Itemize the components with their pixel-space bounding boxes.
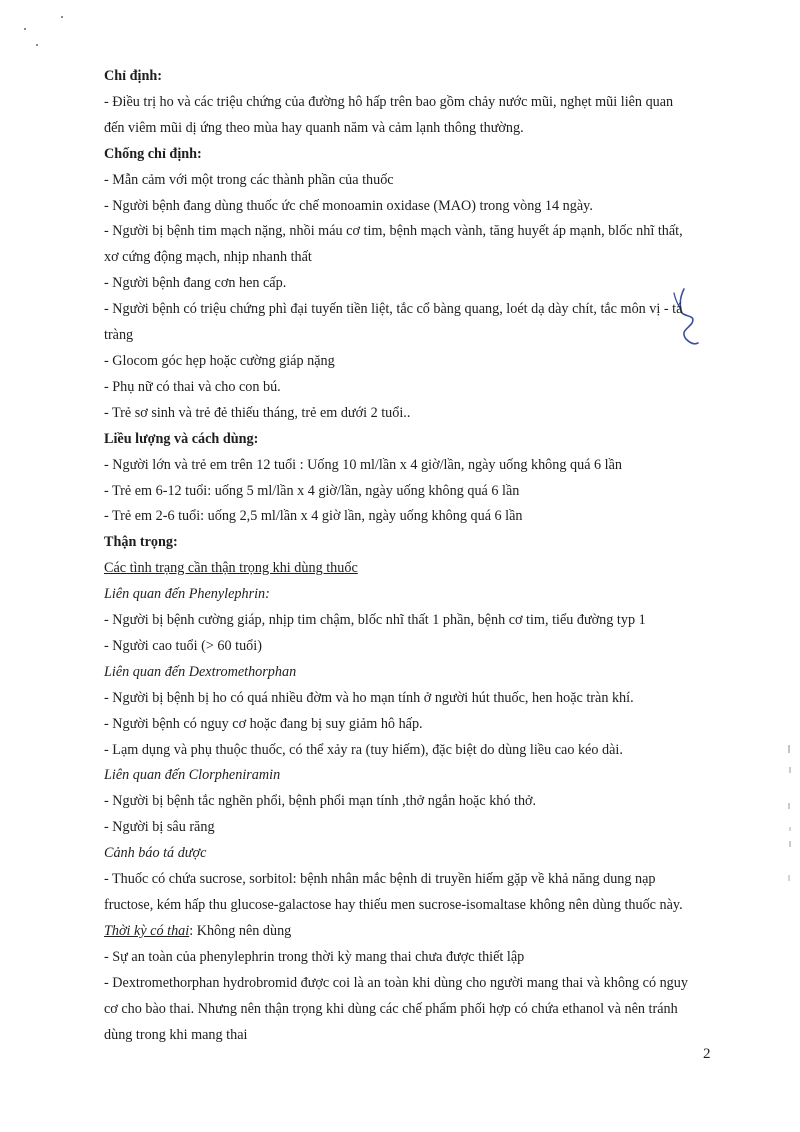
excipient-warning-label: Cảnh báo tá dược [104, 845, 207, 862]
contraindications-line: - Mẫn cảm với một trong các thành phần của thuốc [104, 171, 394, 188]
dextromethorphan-line: - Người bệnh có nguy cơ hoặc đang bị suy giảm hô hấp. [104, 715, 423, 732]
pregnancy-line: dùng trong khi mang thai [104, 1026, 248, 1043]
clorpheniramin-line: - Người bị sâu răng [104, 819, 215, 836]
page-number: 2 [703, 1046, 711, 1062]
scan-speck [24, 28, 26, 30]
phenylephrin-line: - Người bị bệnh cường giáp, nhịp tim chậm, blốc nhĩ thất 1 phần, bệnh cơ tim, tiểu đường typ 1 [104, 612, 646, 629]
pregnancy-label: Thời kỳ có thai [104, 922, 190, 939]
contraindications-line: - Người bệnh có triệu chứng phì đại tuyến tiền liệt, tắc cổ bàng quang, loét dạ dày chít, tắc môn vị - tá [104, 301, 683, 318]
excipient-warning-line: fructose, kém hấp thu glucose-galactose hay thiếu men sucrose-isomaltase không nên dùng thuốc này. [104, 897, 683, 913]
contraindications-line: - Glocom góc hẹp hoặc cường giáp nặng [104, 352, 335, 369]
pregnancy-line: - Sự an toàn của phenylephrin trong thời kỳ mang thai chưa được thiết lập [104, 948, 525, 965]
contraindications-line: xơ cứng động mạch, nhịp nhanh thất [104, 249, 312, 266]
scan-edge-marks [786, 745, 796, 895]
section-heading-dosage: Liều lượng và cách dùng: [104, 430, 259, 447]
dextromethorphan-line: - Người bị bệnh bị ho có quá nhiều đờm và ho mạn tính ở người hút thuốc, hen hoặc tràn khí. [104, 689, 634, 706]
indications-line: đến viêm mũi dị ứng theo mùa hay quanh năm và cảm lạnh thông thường. [104, 119, 524, 136]
clorpheniramin-label: Liên quan đến Clorpheniramin [104, 767, 281, 784]
pregnancy-line: cơ cho bào thai. Nhưng nên thận trọng khi dùng các chế phẩm phối hợp có chứa ethanol và nên tránh [104, 1000, 678, 1017]
section-heading-caution: Thận trọng: [104, 534, 178, 551]
contraindications-line: - Trẻ sơ sinh và trẻ đẻ thiếu tháng, trẻ em dưới 2 tuổi.. [104, 404, 411, 421]
dextromethorphan-line: - Lạm dụng và phụ thuộc thuốc, có thể xảy ra (tuy hiếm), đặc biệt do dùng liều cao kéo dài. [104, 741, 623, 758]
pregnancy-heading-line [104, 919, 724, 945]
contraindications-line: tràng [104, 327, 134, 344]
phenylephrin-label: Liên quan đến Phenylephrin: [104, 586, 270, 603]
contraindications-line: - Phụ nữ có thai và cho con bú. [104, 378, 281, 395]
contraindications-line: - Người bị bệnh tim mạch nặng, nhồi máu cơ tim, bệnh mạch vành, tăng huyết áp mạnh, blốc nhĩ thất, [104, 223, 683, 240]
dosage-line: - Trẻ em 6-12 tuổi: uống 5 ml/lần x 4 giờ/lần, ngày uống không quá 6 lần [104, 482, 520, 499]
section-heading-indications: Chỉ định: [104, 68, 162, 84]
dosage-line: - Trẻ em 2-6 tuổi: uống 2,5 ml/lần x 4 giờ lần, ngày uống không quá 6 lần [104, 508, 523, 525]
clorpheniramin-line: - Người bị bệnh tắc nghẽn phổi, bệnh phổi mạn tính ,thở ngắn hoặc khó thở. [104, 793, 537, 810]
document-body [104, 64, 724, 1048]
scan-speck [36, 44, 38, 46]
pregnancy-text: : Không nên dùng [189, 922, 292, 939]
contraindications-line: - Người bệnh đang dùng thuốc ức chế monoamin oxidase (MAO) trong vòng 14 ngày. [104, 197, 593, 214]
dosage-line: - Người lớn và trẻ em trên 12 tuổi : Uống 10 ml/lần x 4 giờ/lần, ngày uống không quá 6 lần [104, 456, 623, 473]
phenylephrin-line: - Người cao tuổi (> 60 tuổi) [104, 637, 262, 654]
caution-subheading: Các tình trạng cần thận trọng khi dùng thuốc [104, 560, 358, 577]
contraindications-line: - Người bệnh đang cơn hen cấp. [104, 275, 287, 292]
section-heading-contraindications: Chống chỉ định: [104, 145, 202, 162]
pregnancy-line: - Dextromethorphan hydrobromid được coi là an toàn khi dùng cho người mang thai và không có nguy [104, 974, 688, 991]
dextromethorphan-label: Liên quan đến Dextromethorphan [104, 663, 297, 680]
scan-speck [61, 16, 63, 18]
excipient-warning-line: - Thuốc có chứa sucrose, sorbitol: bệnh nhân mắc bệnh di truyền hiếm gặp về khả năng dung nạp [104, 871, 656, 888]
indications-line: - Điều trị ho và các triệu chứng của đường hô hấp trên bao gồm chảy nước mũi, nghẹt mũi liên quan [104, 93, 674, 110]
